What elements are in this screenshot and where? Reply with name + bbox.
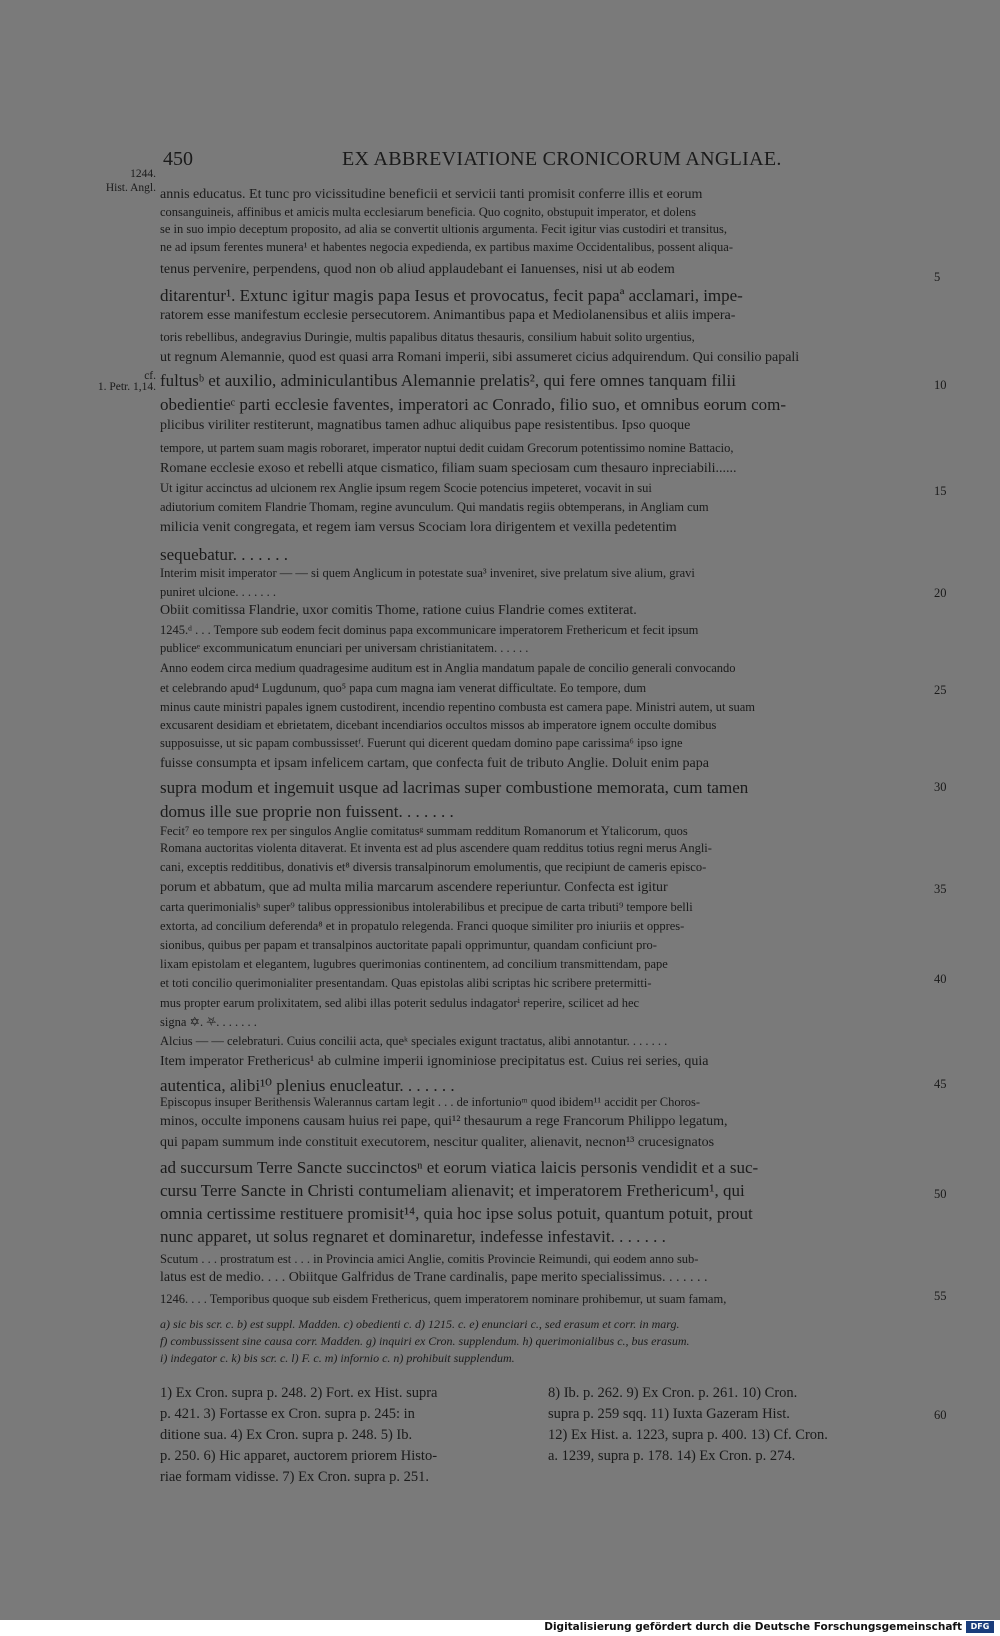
footnote-line: a. 1239, supra p. 178. 14) Ex Cron. p. 274. [548, 1448, 796, 1464]
footnote-line: p. 421. 3) Fortasse ex Cron. supra p. 245: in [160, 1406, 415, 1422]
text-line: cursu Terre Sancte in Christi contumeliam alienavit; et imperatorem Frethericum¹, qui [160, 1181, 745, 1200]
text-line: minos, occulte imponens causam huius rei pape, qui¹² thesaurum a rege Francorum Philippo legatum, [160, 1114, 728, 1129]
line-number: 25 [934, 683, 947, 697]
text-line: Ut igitur accinctus ad ulcionem rex Anglie ipsum regem Scocie potencius impeteret, vocavit in sui [160, 481, 652, 495]
margin-citation: 1. Petr. 1,14. [97, 381, 156, 393]
footnote-line: p. 250. 6) Hic apparet, auctorem priorem Histo- [160, 1448, 438, 1464]
text-line: Romane ecclesie exoso et rebelli atque cismatico, filiam suam speciosam cum thesauro inpreciabili...... [160, 461, 737, 476]
digitization-credit: Digitalisierung gefördert durch die Deutsche Forschungsgemeinschaft [544, 1621, 962, 1633]
line-number: 35 [934, 882, 947, 896]
text-line: ad succursum Terre Sancte succinctosⁿ et eorum viatica laicis personis vendidit et a suc- [160, 1158, 759, 1177]
text-line: Episcopus insuper Berithensis Walerannus cartam legit . . . de infortunioᵐ quod ibidem¹¹ accidit per Choros- [160, 1095, 701, 1109]
text-line: 1246. . . . Temporibus quoque sub eisdem Frethericus, quem imperatorem nominare prohibemur, ut suam famam, [160, 1292, 727, 1306]
text-line: Romana auctoritas violenta ditaverat. Et inventa est ad plus ascendere quam redditus totius regni merus Angli- [160, 841, 712, 855]
running-title: EX ABBREVIATIONE CRONICORUM ANGLIAE. [342, 148, 782, 170]
text-line: signa ✡. ⛧. . . . . . . [160, 1015, 257, 1029]
text-line: puniret ulcione. . . . . . . [160, 585, 276, 599]
text-line: fuisse consumpta et ipsam infelicem cartam, que confecta fuit de tributo Anglie. Doluit enim papa [160, 756, 709, 771]
margin-source: Hist. Angl. [105, 182, 156, 194]
line-number: 5 [934, 270, 941, 284]
line-number: 20 [934, 586, 947, 600]
text-line: omnia certissime restituere promisit¹⁴, quia hoc ipse solus potuit, quantum potuit, prout [160, 1204, 753, 1223]
line-number: 40 [934, 972, 947, 986]
text-line: fultusᵇ et auxilio, adminiculantibus Alemannie prelatis², qui fere omnes tanquam filii [160, 371, 736, 390]
text-line: annis educatus. Et tunc pro vicissitudine beneficii et servicii tanti promisit conferre illis et eorum [160, 187, 703, 202]
text-line: latus est de medio. . . . Obiitque Galfridus de Trane cardinalis, pape merito specialissimus. . . . . . . [160, 1270, 708, 1285]
text-line: qui papam summum inde constituit executorem, nescitur qualiter, alienavit, necnon¹³ crucesignatos [160, 1135, 715, 1150]
text-line: consanguineis, affinibus et amicis multa ecclesiarum beneficia. Quo cognito, obstupuit imperator, et dolens [160, 205, 696, 219]
text-line: Obiit comitissa Flandrie, uxor comitis Thome, ratione cuius Flandrie comes extiterat. [160, 603, 637, 618]
line-number: 55 [934, 1289, 947, 1303]
critical-note: f) combussissent sine causa corr. Madden. g) inquiri ex Cron. supplendum. h) querimonialibus c., bus erasum. [160, 1334, 690, 1348]
text-line: ditarentur¹. Extunc igitur magis papa Iesus et provocatus, fecit papaª acclamari, impe- [160, 286, 743, 305]
text-line: supra modum et ingemuit usque ad lacrimas super combustione memorata, cum tamen [160, 778, 749, 797]
text-line: et celebrando apud⁴ Lugdunum, quo⁵ papa cum magna iam venerat difficultate. Eo tempore, dum [160, 681, 647, 695]
text-line: obedientieᶜ parti ecclesie faventes, imperatori ac Conrado, filio suo, et omnibus eorum com- [160, 395, 787, 414]
text-line: se in suo impio deceptum proposito, ad alia se convertit ultionis argumenta. Fecit igitur vias custodiri et transitus, [160, 222, 728, 236]
text-line: domus ille sue proprie non fuissent. . . . . . . [160, 802, 454, 821]
text-line: publiceᵉ excommunicatum enunciari per universam christianitatem. . . . . . [160, 641, 529, 655]
footnote-line: 1) Ex Cron. supra p. 248. 2) Fort. ex Hist. supra [160, 1385, 438, 1401]
margin-year: 1244. [130, 168, 156, 180]
text-line: sequebatur. . . . . . . [160, 545, 288, 564]
text-line: nunc apparet, ut solus regnaret et dominaretur, indefesse infestavit. . . . . . . [160, 1227, 666, 1246]
text-line: ut regnum Alemannie, quod est quasi arra Romani imperii, sibi assumeret cicius adquirendum. Qui consilio papali [160, 350, 800, 365]
text-line: mus propter earum prolixitatem, sed alibi illas poterit sedulus indagatorⁱ reperire, scilicet ad hec [160, 996, 640, 1010]
text-line: carta querimonialisʰ super⁹ talibus oppressionibus intolerabilibus et precipue de carta tributi⁹ tempore belli [160, 900, 693, 914]
text-line: et toti concilio querimonialiter presentandam. Quas epistolas alibi scriptas hic scribere pretermitti- [160, 976, 652, 990]
text-line: ratorem esse manifestum ecclesie persecutorem. Animantibus papa et Mediolanensibus et aliis impera- [160, 308, 736, 323]
text-line: porum et abbatum, que ad multa milia marcarum ascendere reperiuntur. Confecta est igitur [160, 880, 668, 895]
text-line: tenus pervenire, perpendens, quod non ob aliud applaudebant ei Ianuenses, nisi ut ab eodem [160, 262, 675, 277]
footnote-line: 8) Ib. p. 262. 9) Ex Cron. p. 261. 10) Cron. [548, 1385, 798, 1401]
text-line: Fecit⁷ eo tempore rex per singulos Anglie comitatusᵍ summam redditum Romanorum et Ytalicorum, quos [160, 824, 688, 838]
line-number: 10 [934, 378, 947, 392]
line-number: 15 [934, 484, 947, 498]
text-line: 1245.ᵈ . . . Tempore sub eodem fecit dominus papa excommunicare imperatorem Frethericum et fecit ipsum [160, 623, 699, 637]
text-line: cani, exceptis redditibus, donativis et⁸ diversis transalpinorum emolumentis, que recipiunt de cameris episco- [160, 860, 707, 874]
margin-citation: cf. [144, 370, 156, 382]
line-number: 50 [934, 1187, 947, 1201]
critical-note: i) indegator c. k) bis scr. c. l) F. c. m) infornio c. n) prohibuit supplendum. [160, 1351, 515, 1365]
text-line: toris rebellibus, andegravius Duringie, multis papalibus ditatus thesauris, consilium habuit solito urgentius, [160, 330, 695, 344]
text-line: plicibus viriliter restiterunt, magnatibus tamen adhuc aliquibus pape resistentibus. Ipso quoque [160, 418, 691, 433]
footnote-line: 12) Ex Hist. a. 1223, supra p. 400. 13) Cf. Cron. [548, 1427, 828, 1443]
text-line: Alcius — — celebraturi. Cuius concilii acta, queᵏ speciales exigunt tractatus, alibi annotantur. . . . . . . [160, 1034, 668, 1048]
text-line: lixam epistolam et elegantem, lugubres querimonias continentem, ad concilium transmittendam, pape [160, 957, 668, 971]
page-number: 450 [163, 148, 193, 170]
text-line: autentica, alibi¹⁰ plenius enucleatur. . . . . . . [160, 1076, 455, 1095]
line-number: 60 [934, 1408, 947, 1422]
text-line: Anno eodem circa medium quadragesime auditum est in Anglia mandatum papale de concilio generali convocando [160, 661, 736, 675]
text-line: tempore, ut partem suam magis roboraret, imperator nuptui dedit cuidam Grecorum potentissimo nomine Battacio, [160, 441, 734, 455]
text-line: Scutum . . . prostratum est . . . in Provincia amici Anglie, comitis Provincie Reimundi, qui eodem anno sub- [160, 1252, 699, 1266]
text-line: Interim misit imperator — — si quem Anglicum in potestate sua³ inveniret, sive prelatum sive alium, gravi [160, 566, 695, 580]
text-line: Item imperator Frethericus¹ ab culmine imperii ignominiose precipitatus est. Cuius rei series, quia [160, 1054, 709, 1069]
text-line: adiutorium comitem Flandrie Thomam, regine avunculum. Qui mandatis regiis obtemperans, in Angliam cum [160, 500, 709, 514]
text-line: excusarent desidiam et ebrietatem, dicebant incendiarios occultos missos ab imperatore ignem occulte domibus [160, 718, 717, 732]
line-number: 30 [934, 780, 947, 794]
dfg-logo: DFG [966, 1621, 994, 1633]
footnote-line: supra p. 259 sqq. 11) Iuxta Gazeram Hist. [548, 1406, 790, 1422]
footnote-line: riae formam vidisse. 7) Ex Cron. supra p. 251. [160, 1469, 430, 1485]
text-line: extorta, ad concilium deferenda⁸ et in propatulo relegenda. Franci quoque similiter pro iniuriis et oppres- [160, 919, 685, 933]
text-line: sionibus, quibus per papam et transalpinos auctoritate papali opprimuntur, quandam conficiunt pro- [160, 938, 657, 952]
text-line: minus caute ministri papales ignem custodirent, incendio repentino combusta est camera pape. Ministri autem, ut suam [160, 700, 755, 714]
footnote-line: ditione sua. 4) Ex Cron. supra p. 248. 5) Ib. [160, 1427, 413, 1443]
critical-note: a) sic bis scr. c. b) est suppl. Madden. c) obedienti c. d) 1215. c. e) enunciari c., sed erasum et corr. in marg. [160, 1317, 680, 1331]
text-line: ne ad ipsum ferentes munera¹ et habentes negocia expedienda, ex partibus maxime Occidentalibus, possent aliqua- [160, 240, 733, 254]
text-line: milicia venit congregata, et regem iam versus Scociam lora dirigentem et vexilla pedetentim [160, 520, 677, 535]
text-line: supposuisse, ut sic papam combussissetᶠ. Fuerunt qui dicerent quedam domino pape carissima⁶ ipso igne [160, 736, 683, 750]
line-number: 45 [934, 1077, 947, 1091]
